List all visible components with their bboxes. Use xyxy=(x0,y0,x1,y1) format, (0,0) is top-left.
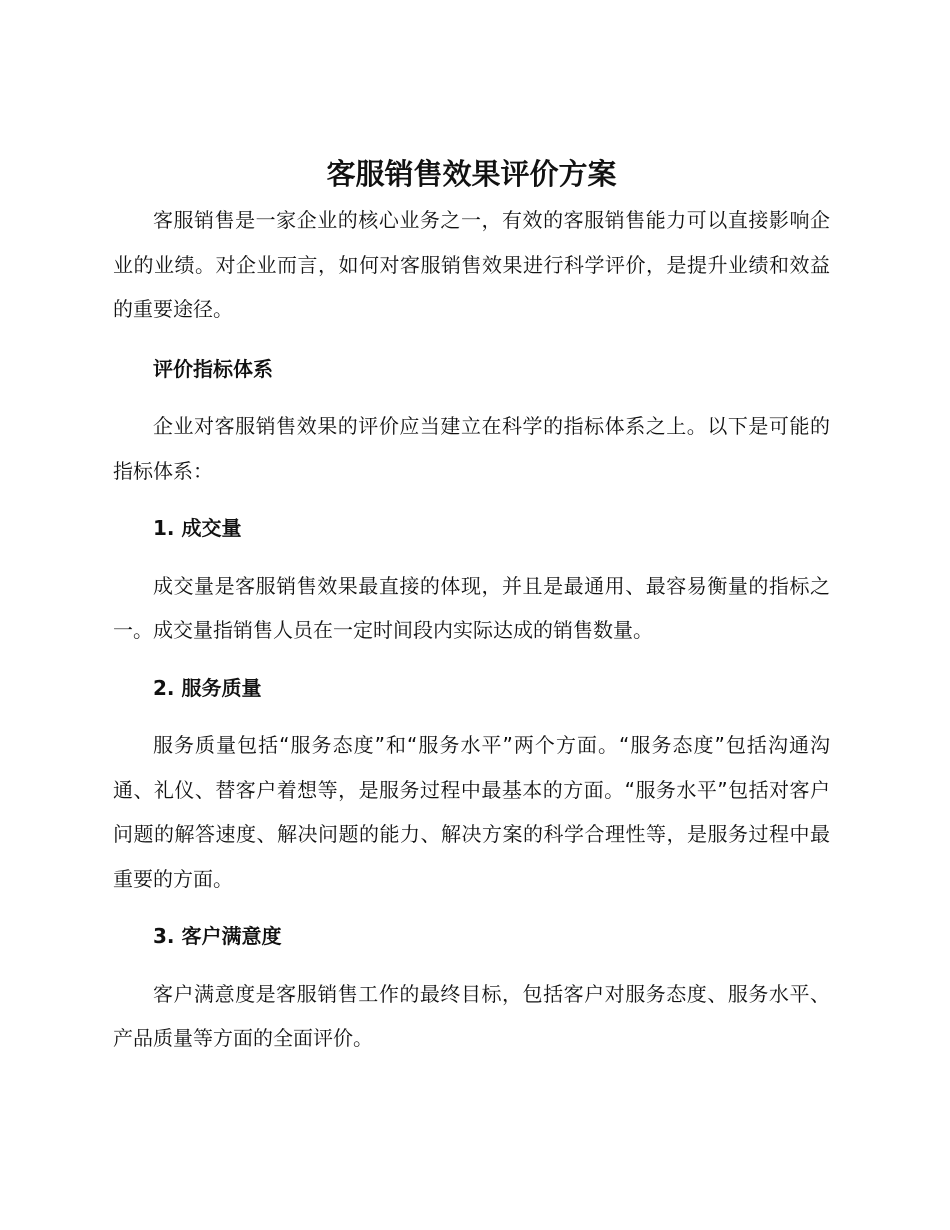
item-heading-3: 3. 客户满意度 xyxy=(153,924,282,948)
document-content xyxy=(113,150,830,1061)
spacer xyxy=(113,493,830,506)
spacer xyxy=(113,391,830,404)
document-title: 客服销售效果评价方案 xyxy=(326,157,617,191)
intro-paragraph: 客服销售是一家企业的核心业务之一，有效的客服销售能力可以直接影响企业的业绩。对企业而言，如何对客服销售效果进行科学评价，是提升业绩和效益的重要途径。 xyxy=(113,208,830,321)
item-body-1: 成交量是客服销售效果最直接的体现，并且是最通用、最容易衡量的指标之一。成交量指销售人员在一定时间段内实际达成的销售数量。 xyxy=(113,573,830,642)
spacer xyxy=(113,551,830,564)
spacer xyxy=(113,959,830,972)
item-heading-2: 2. 服务质量 xyxy=(153,675,262,700)
spacer xyxy=(113,653,830,666)
section-intro-paragraph: 企业对客服销售效果的评价应当建立在科学的指标体系之上。以下是可能的指标体系： xyxy=(113,414,830,483)
item-body-2: 服务质量包括“服务态度”和“服务水平”两个方面。“服务态度”包括沟通沟通、礼仪、替客户着想等，是服务过程中最基本的方面。“服务水平”包括对客户问题的解答速度、解决问题的能力、解决方案的科学合理性等，是服务过程中最重要的方面。 xyxy=(113,733,830,891)
spacer xyxy=(113,332,830,347)
spacer xyxy=(113,710,830,723)
spacer xyxy=(113,901,830,914)
item-body-3: 客户满意度是客服销售工作的最终目标，包括客户对服务态度、服务水平、产品质量等方面的全面评价。 xyxy=(113,981,830,1050)
section-heading: 评价指标体系 xyxy=(153,356,273,381)
item-heading-1: 1. 成交量 xyxy=(153,516,242,540)
